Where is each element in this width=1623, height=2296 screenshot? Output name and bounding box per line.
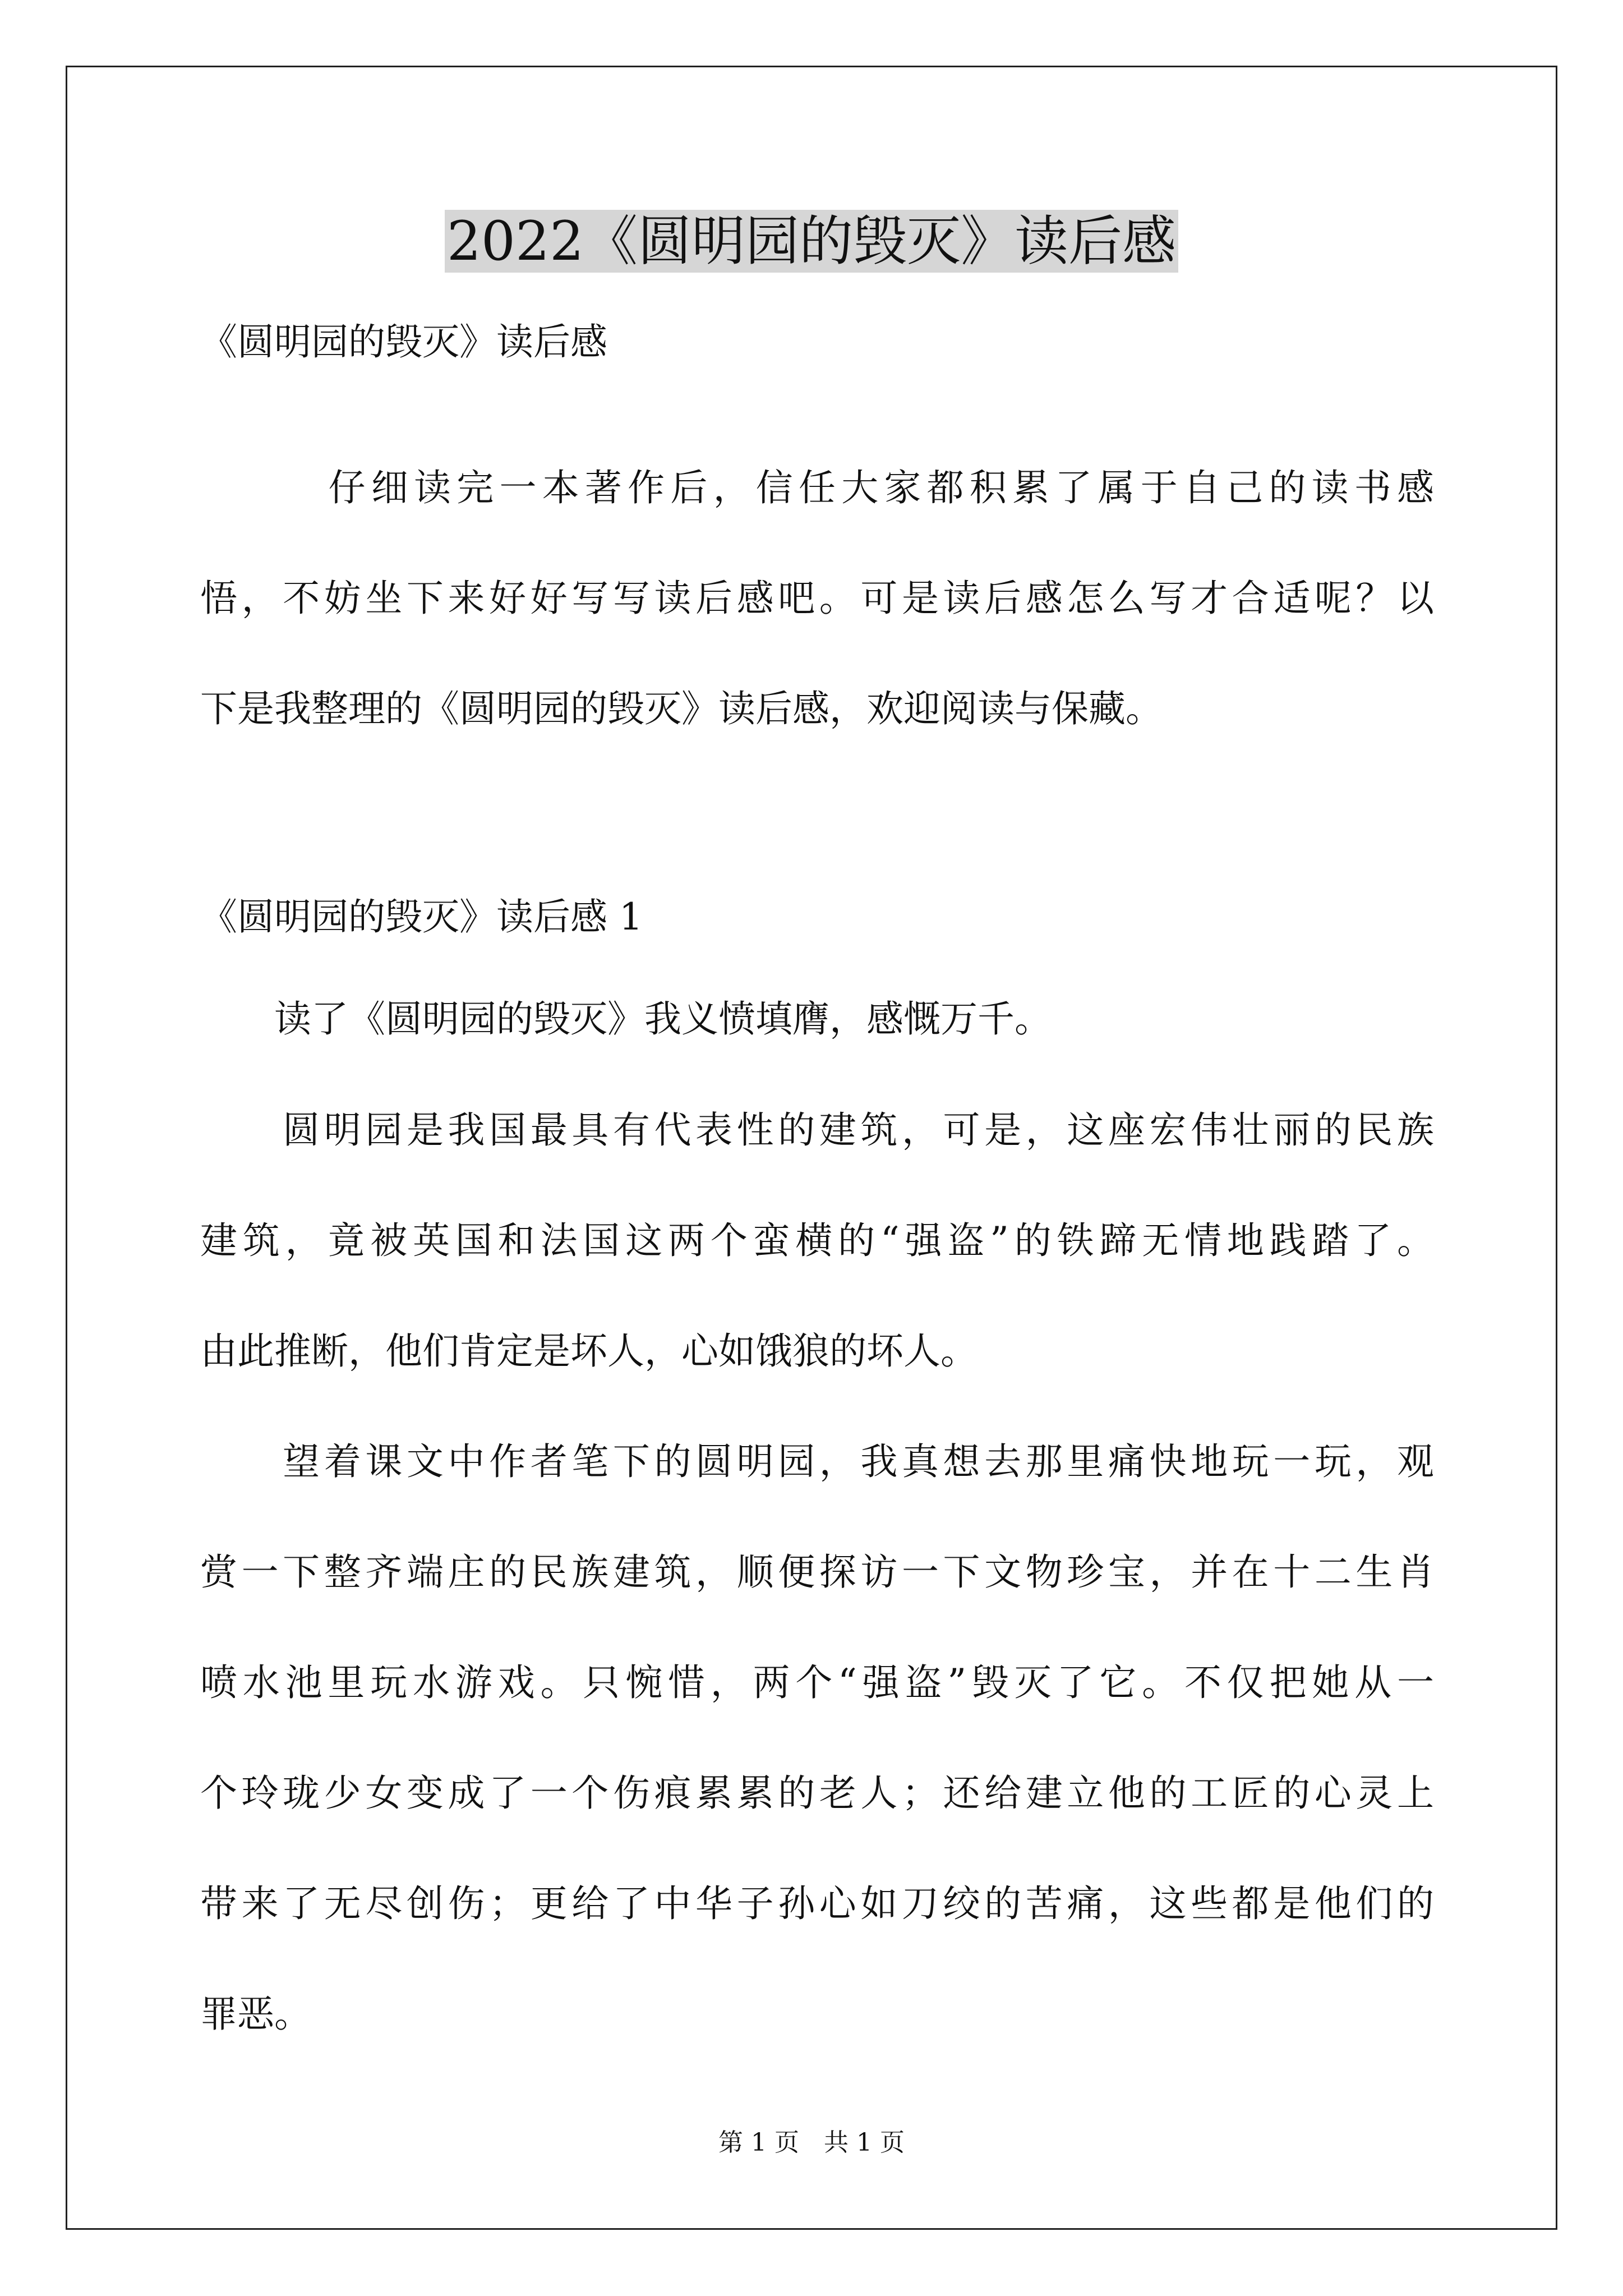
document-title-text: 2022《圆明园的毁灭》读后感 [445, 210, 1178, 273]
intro-line-3: 下是我整理的《圆明园的毁灭》读后感，欢迎阅读与保藏。 [200, 687, 1163, 730]
paragraph3-line-3: 喷水池里玩水游戏。只惋惜，两个“强盗”毁灭了它。不仅把她从一 [200, 1661, 1434, 1704]
page-footer: 第 1 页 共 1 页 [718, 2128, 905, 2157]
subtitle: 《圆明园的毁灭》读后感 [200, 320, 607, 364]
paragraph3-line-5: 带来了无尽创伤；更给了中华子孙心如刀绞的苦痛，这些都是他们的 [200, 1882, 1434, 1925]
section-heading: 《圆明园的毁灭》读后感 1 [200, 895, 643, 938]
paragraph3-line-4: 个玲珑少女变成了一个伤痕累累的老人；还给建立他的工匠的心灵上 [200, 1772, 1434, 1815]
paragraph2-line-3: 由此推断，他们肯定是坏人，心如饿狼的坏人。 [200, 1329, 978, 1373]
intro-line-1: 仔细读完一本著作后，信任大家都积累了属于自己的读书感 [200, 466, 1434, 509]
intro-line-2: 悟，不妨坐下来好好写写读后感吧。可是读后感怎么写才合适呢？以 [200, 577, 1434, 620]
paragraph3-line-1: 望着课文中作者笔下的圆明园，我真想去那里痛快地玩一玩，观 [200, 1440, 1434, 1483]
paragraph3-line-6: 罪恶。 [200, 1993, 311, 2036]
document-title [0, 205, 1623, 278]
paragraph1-line-1: 读了《圆明园的毁灭》我义愤填膺，感慨万千。 [200, 997, 1052, 1041]
paragraph3-line-2: 赏一下整齐端庄的民族建筑，顺便探访一下文物珍宝，并在十二生肖 [200, 1550, 1434, 1594]
paragraph2-line-2: 建筑，竟被英国和法国这两个蛮横的“强盗”的铁蹄无情地践踏了。 [200, 1219, 1434, 1262]
paragraph2-line-1: 圆明园是我国最具有代表性的建筑，可是，这座宏伟壮丽的民族 [200, 1108, 1434, 1152]
